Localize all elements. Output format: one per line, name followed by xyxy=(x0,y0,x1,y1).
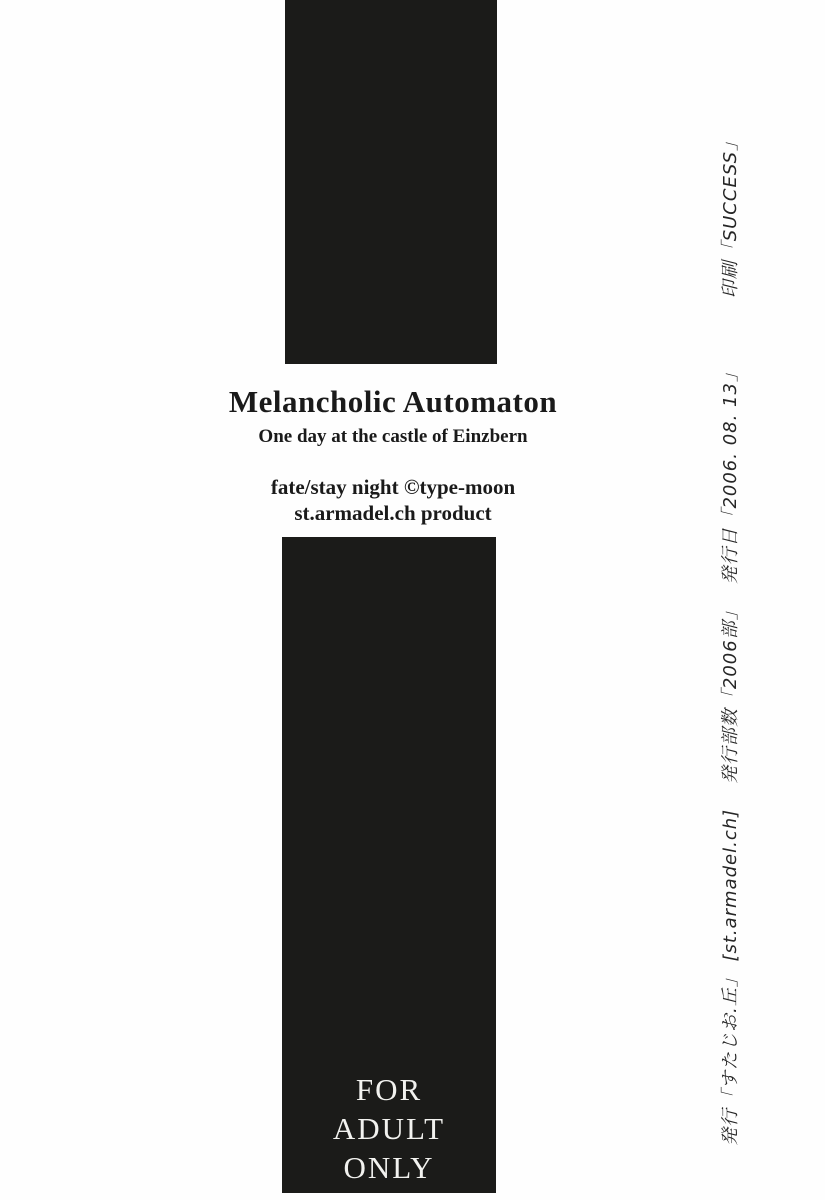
colophon-printer: 印刷「SUCCESS」 xyxy=(720,131,741,299)
handwritten-colophon xyxy=(716,106,742,1146)
adult-only-line1: FOR xyxy=(355,1072,423,1107)
bottom-black-panel xyxy=(282,537,496,1193)
colophon-copies: 発行部数「2006部」 xyxy=(720,601,741,785)
title-block xyxy=(228,384,558,526)
adult-only-line2: ADULT xyxy=(332,1111,446,1146)
colophon-publisher: 発行「すたじお.丘」 [st.armadel.ch] xyxy=(720,808,741,1146)
adult-only-label xyxy=(282,1070,496,1187)
product-line: st.armadel.ch product xyxy=(294,501,492,525)
credit-block xyxy=(228,474,558,526)
page-title: Melancholic Automaton xyxy=(228,384,558,419)
adult-only-line3: ONLY xyxy=(343,1150,435,1185)
copyright-line: fate/stay night ©type-moon xyxy=(270,475,516,499)
top-black-panel xyxy=(285,0,497,364)
page-subtitle: One day at the castle of Einzbern xyxy=(258,426,528,447)
colophon-date: 発行日「2006. 08. 13」 xyxy=(720,363,741,585)
